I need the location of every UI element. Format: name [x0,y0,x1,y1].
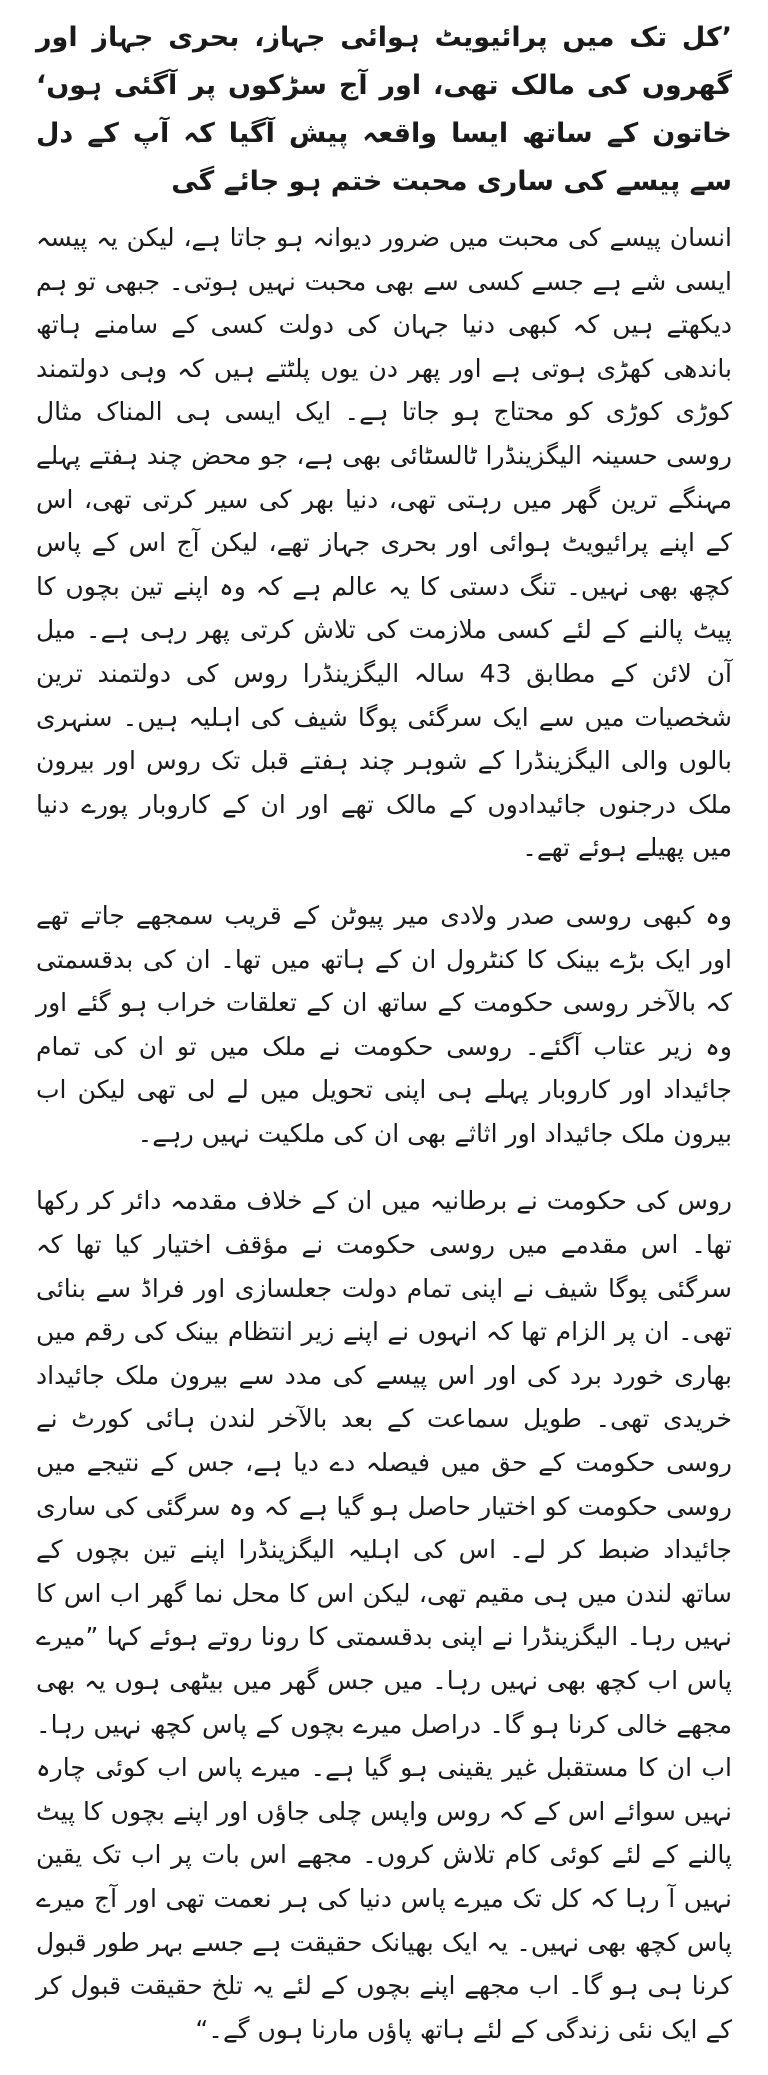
article-paragraph-2: وہ کبھی روسی صدر ولادی میر پیوٹن کے قریب سمجھے جاتے تھے اور ایک بڑے بینک کا کنٹرول ان کے ہاتھ میں تھا۔ ان کی بدقسمتی کہ بالآخر روسی حکومت کے ساتھ ان کے تعلقات خراب ہو گئے اور وہ زیر عتاب آگئے۔ روسی حکومت نے ملک میں تو ان کی تمام جائیداد اور کاروبار پہلے ہی اپنی تحویل میں لے لی تھی لیکن اب بیرون ملک جائیداد اور اثاثے بھی ان کی ملکیت نہیں رہے۔ [36,900,732,1148]
article-paragraph-1: انسان پیسے کی محبت میں ضرور دیوانہ ہو جاتا ہے، لیکن یہ پیسہ ایسی شے ہے جسے کسی سے بھی محبت نہیں ہوتی۔ جبھی تو ہم دیکھتے ہیں کہ کبھی دنیا جہان کی دولت کسی کے سامنے ہاتھ باندھی کھڑی ہوتی ہے اور پھر دن یوں پلٹتے ہیں کہ وہی دولتمند کوڑی کوڑی کو محتاج ہو جاتا ہے۔ ایک ایسی ہی المناک مثال روسی حسینہ الیگزینڈرا ٹالسٹائی بھی ہے، جو محض چند ہفتے پہلے مہنگے ترین گھر میں رہتی تھی، دنیا بھر کی سیر کرتی تھی، اس کے اپنے پرائیویٹ ہوائی اور بحری جہاز تھے، لیکن آج اس کے پاس کچھ بھی نہیں۔ تنگ دستی کا یہ عالم ہے کہ وہ اپنے تین بچوں کا پیٹ پالنے کے لئے کسی ملازمت کی تلاش کرتی پھر رہی ہے۔ میل آن لائن کے مطابق 43 سالہ الیگزینڈرا روس کی دولتمند ترین شخصیات میں سے ایک سرگئی پوگا شیف کی اہلیہ ہیں۔ سنہری بالوں والی الیگزینڈرا کے شوہر چند ہفتے قبل تک روس اور بیرون ملک درجنوں جائیدادوں کے مالک تھے اور ان کے کاروبار پورے دنیا میں پھیلے ہوئے تھے۔ [36,223,732,863]
article-headline: ’کل تک میں پرائیویٹ ہوائی جہاز، بحری جہاز اور گھروں کی مالک تھی، اور آج سڑکوں پر آگئی ہوں‘ خاتون کے ساتھ ایسا واقعہ پیش آگیا کہ آپ کے دل سے پیسے کی ساری محبت ختم ہو جائے گی [36,22,732,197]
article-paragraph-3: روس کی حکومت نے برطانیہ میں ان کے خلاف مقدمہ دائر کر رکھا تھا۔ اس مقدمے میں روسی حکومت نے مؤقف اختیار کیا تھا کہ سرگئی پوگا شیف نے اپنی تمام دولت جعلسازی اور فراڈ سے بنائی تھی۔ ان پر الزام تھا کہ انہوں نے اپنے زیر انتظام بینک کی رقم میں بھاری خورد برد کی اور اس پیسے کی مدد سے بیرون ملک جائیداد خریدی تھی۔ طویل سماعت کے بعد بالآخر لندن ہائی کورٹ نے روسی حکومت کے حق میں فیصلہ دے دیا ہے، جس کے نتیجے میں روسی حکومت کو اختیار حاصل ہو گیا ہے کہ وہ سرگئی کی ساری جائیداد ضبط کر لے۔ اس کی اہلیہ الیگزینڈرا اپنے تین بچوں کے ساتھ لندن میں ہی مقیم تھی، لیکن اس کا محل نما گھر اب اس کا نہیں رہا۔ الیگزینڈرا نے اپنی بدقسمتی کا رونا روتے ہوئے کہا ”میرے پاس اب کچھ بھی نہیں رہا۔ میں جس گھر میں بیٹھی ہوں یہ بھی مجھے خالی کرنا ہو گا۔ دراصل میرے بچوں کے پاس کچھ نہیں رہا۔ اب ان کا مستقبل غیر یقینی ہو گیا ہے۔ میرے پاس اب کوئی چارہ نہیں سوائے اس کے کہ روس واپس چلی جاؤں اور اپنے بچوں کا پیٹ پالنے کے لئے کوئی کام تلاش کروں۔ مجھے اس بات پر اب تک یقین نہیں آ رہا کہ کل تک میرے پاس دنیا کی ہر نعمت تھی اور آج میرے پاس کچھ بھی نہیں۔ یہ ایک بھیانک حقیقت ہے جسے بہر طور قبول کرنا ہی ہو گا۔ اب مجھے اپنے بچوں کے لئے یہ تلخ حقیقت قبول کر کے ایک نئی زندگی کے لئے ہاتھ پاؤں مارنا ہوں گے۔“ [36,1186,732,2044]
